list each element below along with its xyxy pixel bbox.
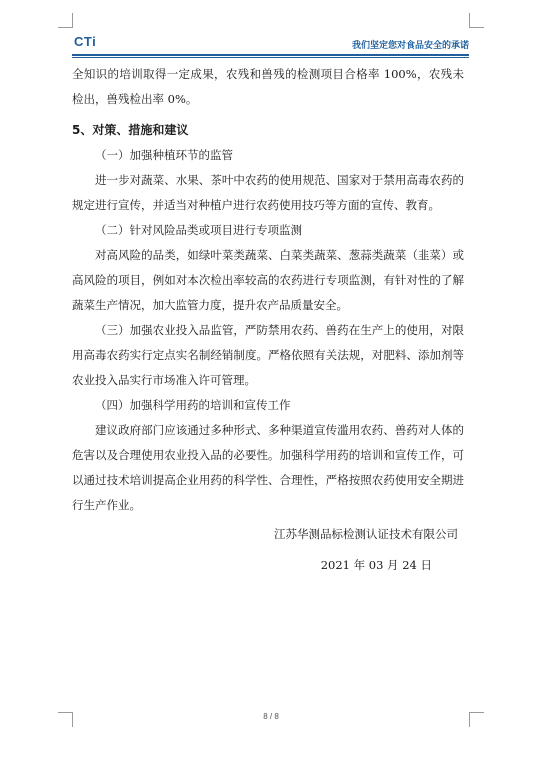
header-slogan: 我们坚定您对食品安全的承诺	[351, 40, 469, 50]
paragraph-4: 建议政府部门应该通过多种形式、多种渠道宣传滥用农药、兽药对人体的危害以及合理使用农业投入品的必要性。加强科学用药的培训和宣传工作，可以通过技术培训提高企业用药的科学性、合理性，严格按照农药使用安全期进行生产作业。	[72, 423, 464, 512]
subsection-heading-2: （二）针对风险品类或项目进行专项监测	[95, 223, 302, 237]
section-heading: 5、对策、措施和建议	[72, 123, 189, 137]
paragraph-continued: 全知识的培训取得一定成果，农残和兽残的检测项目合格率 100%，农残未检出，兽残检出率 0%。	[72, 67, 464, 106]
paragraph-1: 进一步对蔬菜、水果、茶叶中农药的使用规范、国家对于禁用高毒农药的规定进行宣传，并适当对种植户进行农药使用技巧等方面的宣传、教育。	[72, 173, 464, 212]
subsection-heading-1: （一）加强种植环节的监管	[95, 148, 233, 162]
document-body	[72, 62, 464, 578]
page-header	[72, 34, 469, 54]
subsection-heading-4: （四）加强科学用药的培训和宣传工作	[95, 398, 291, 412]
company-signature: 江苏华测品标检测认证技术有限公司	[274, 527, 458, 541]
crop-mark-top-right	[469, 13, 484, 28]
cti-logo: CTi	[74, 34, 97, 49]
header-rule	[72, 54, 469, 56]
page-number: 8 / 8	[263, 712, 279, 721]
header-rule-thin	[72, 57, 469, 58]
paragraph-2: 对高风险的品类，如绿叶菜类蔬菜、白菜类蔬菜、葱蒜类蔬菜（韭菜）或高风险的项目，例如对本次检出率较高的农药进行专项监测，有针对性的了解蔬菜生产情况，加大监管力度，提升农产品质量安全。	[72, 248, 464, 312]
paragraph-3: （三）加强农业投入品监管，严防禁用农药、兽药在生产上的使用，对限用高毒农药实行定点实名制经销制度。严格依照有关法规，对肥料、添加剂等农业投入品实行市场准入许可管理。	[72, 323, 464, 387]
document-date: 2021 年 03 月 24 日	[320, 558, 432, 572]
crop-mark-top-left	[58, 13, 73, 28]
